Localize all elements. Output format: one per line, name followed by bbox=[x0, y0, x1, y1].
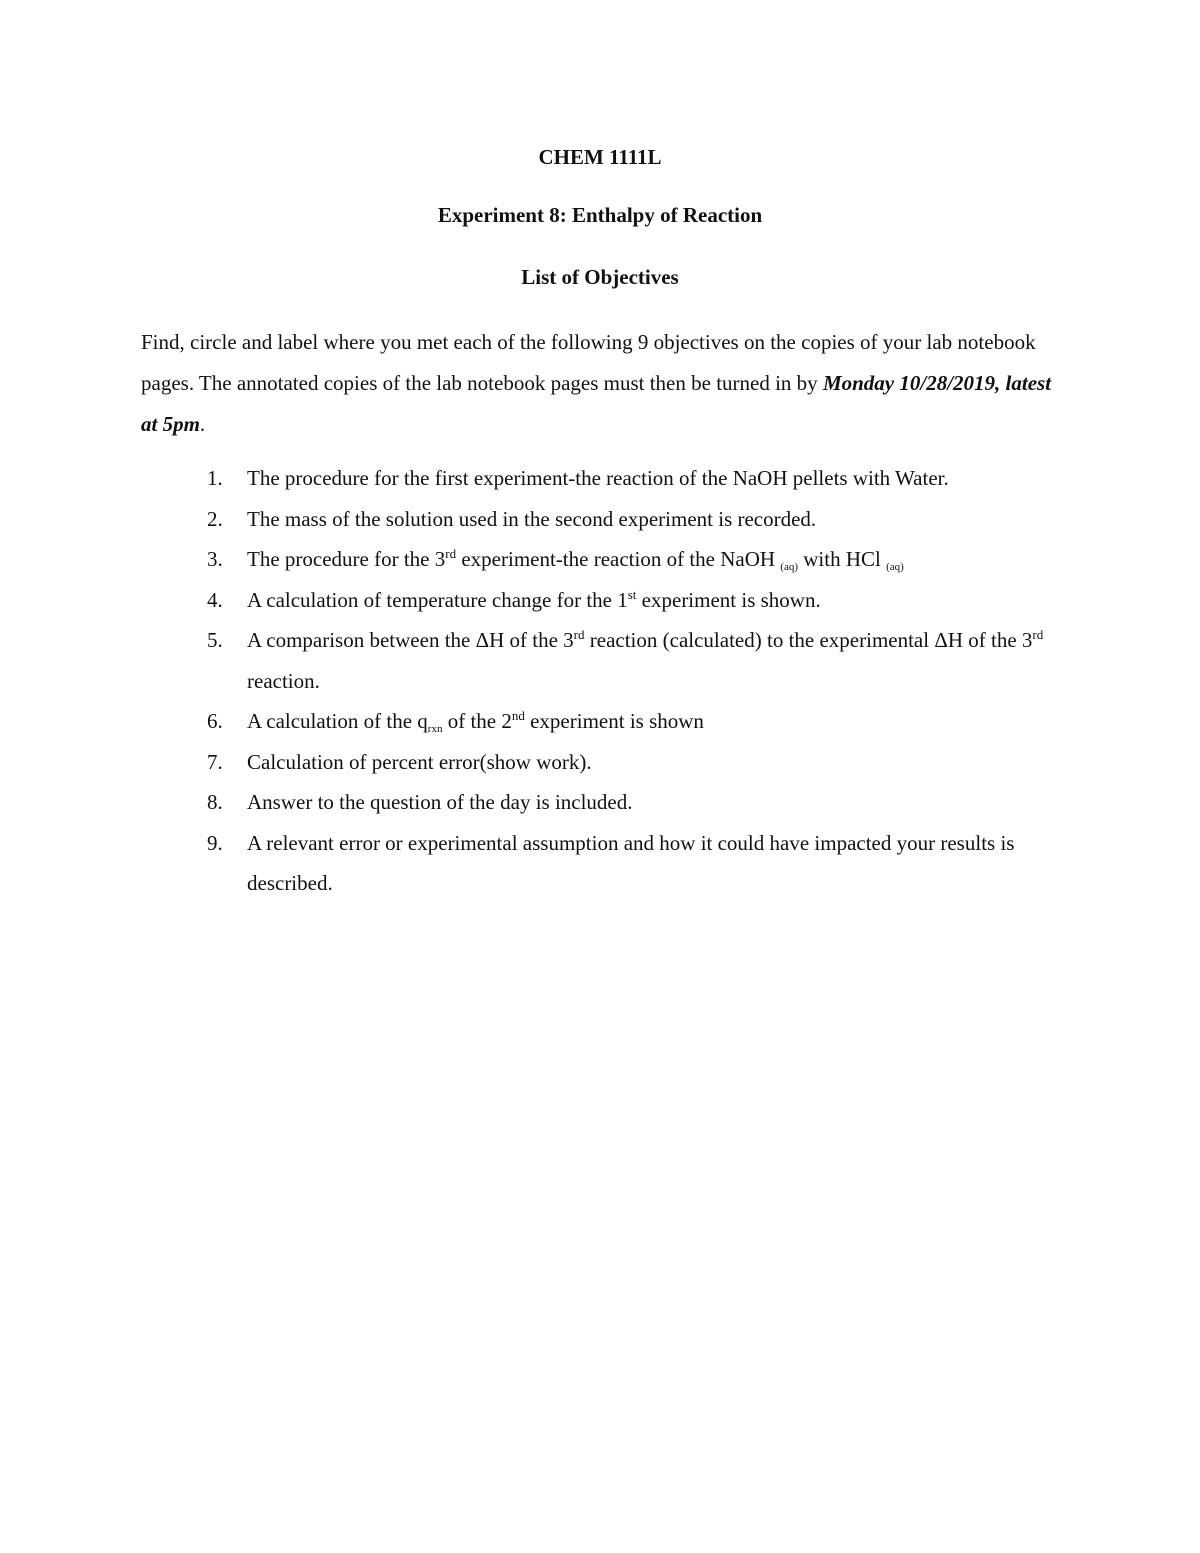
objective-text: experiment-the reaction of the NaOH bbox=[456, 547, 781, 571]
deadline-text: Monday 10/28/2019, latest at 5pm bbox=[141, 371, 1052, 436]
objective-text: Calculation of percent error(show work). bbox=[247, 749, 592, 774]
objective-text: A relevant error or experimental assumption and how it could have impacted your results is described. bbox=[247, 830, 1015, 895]
objective-text: of the 2 bbox=[442, 709, 512, 733]
intro-end: . bbox=[199, 412, 206, 436]
objectives-heading: List of Objectives bbox=[521, 265, 679, 289]
objective-number: 3. bbox=[207, 547, 223, 571]
objectives-list bbox=[207, 458, 1057, 904]
subscript: (aq) bbox=[780, 561, 799, 573]
objective-item bbox=[207, 539, 1057, 580]
superscript: st bbox=[627, 586, 637, 602]
objective-number: 6. bbox=[207, 709, 223, 733]
objective-item bbox=[207, 742, 1057, 783]
objective-number: 8. bbox=[207, 790, 223, 814]
objective-text: experiment is shown. bbox=[636, 587, 821, 612]
superscript: rd bbox=[445, 546, 457, 561]
objective-number: 7. bbox=[207, 749, 223, 774]
objective-text: The mass of the solution used in the second experiment is recorded. bbox=[247, 506, 817, 531]
subscript: (aq) bbox=[886, 561, 904, 573]
superscript: nd bbox=[511, 708, 525, 723]
objective-number: 9. bbox=[207, 830, 223, 855]
objective-text: with HCl bbox=[798, 547, 887, 571]
subscript: rxn bbox=[427, 723, 443, 735]
objective-item bbox=[207, 458, 1057, 499]
objective-number: 1. bbox=[207, 466, 223, 490]
objective-number: 4. bbox=[207, 587, 223, 612]
objective-item bbox=[207, 580, 1057, 621]
objective-text: The procedure for the 3 bbox=[247, 547, 446, 571]
objective-item bbox=[207, 823, 1057, 904]
objective-number: 2. bbox=[207, 506, 223, 531]
course-title: CHEM 1111L bbox=[538, 145, 662, 169]
intro-paragraph bbox=[141, 322, 1061, 445]
objective-number: 5. bbox=[207, 628, 223, 652]
superscript: rd bbox=[1032, 627, 1044, 642]
objective-text: Answer to the question of the day is included. bbox=[247, 790, 633, 814]
objective-text: A calculation of the q bbox=[247, 709, 428, 733]
experiment-title: Experiment 8: Enthalpy of Reaction bbox=[437, 203, 763, 227]
objective-item bbox=[207, 701, 1057, 742]
objective-item bbox=[207, 620, 1057, 701]
objective-text: The procedure for the first experiment-the reaction of the NaOH pellets with Water. bbox=[247, 466, 949, 490]
superscript: rd bbox=[573, 627, 585, 642]
intro-text: Find, circle and label where you met each of the following 9 objectives on the copies of your lab notebook pages. The annotated copies of the lab notebook pages must then be turned in by bbox=[141, 330, 1036, 395]
objective-text: A comparison between the ΔH of the 3 bbox=[247, 628, 574, 652]
objective-text: experiment is shown bbox=[524, 709, 704, 733]
objective-text: A calculation of temperature change for the 1 bbox=[247, 587, 628, 612]
objective-item bbox=[207, 782, 1057, 823]
objective-item bbox=[207, 499, 1057, 540]
objective-text: reaction. bbox=[247, 668, 320, 693]
objective-text: reaction (calculated) to the experimental ΔH of the 3 bbox=[584, 628, 1033, 652]
